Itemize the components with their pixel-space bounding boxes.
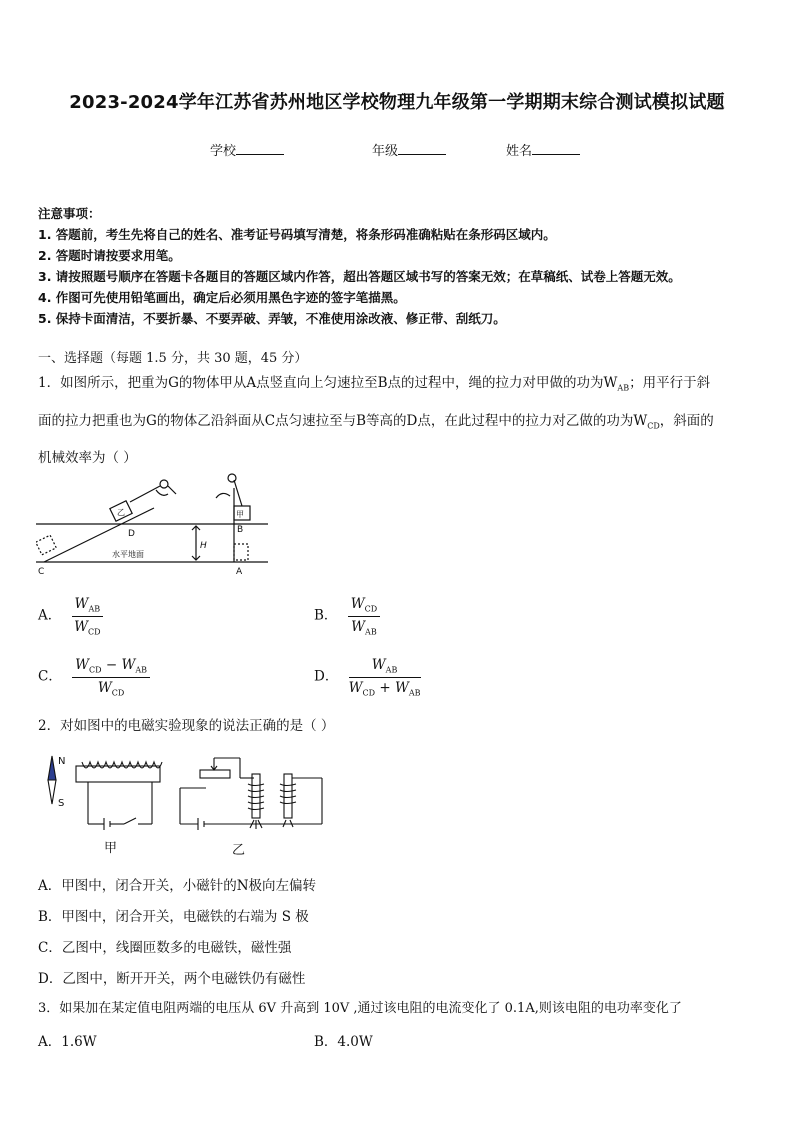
school-label: 学校	[210, 144, 237, 159]
label-D: D	[128, 529, 135, 539]
label-ground: 水平地面	[112, 550, 144, 559]
box-jia-start	[234, 544, 248, 560]
label-A: A	[236, 567, 243, 577]
question-1	[38, 367, 760, 475]
label-yi-2: 乙	[232, 843, 246, 858]
coil-turns-jia	[82, 762, 162, 768]
question-3: 3．如果加在某定值电阻两端的电压从 6V 升高到 10V ,通过该电阻的电流变化了 0.1A,则该电阻的电功率变化了	[38, 1001, 682, 1016]
rheostat	[200, 770, 230, 778]
label-H: H	[200, 541, 207, 551]
q2-option-b[interactable]: B．甲图中，闭合开关，电磁铁的右端为 S 极	[38, 909, 309, 925]
q3-option-b[interactable]: B．4.0W	[314, 1034, 373, 1050]
label-C: C	[38, 567, 45, 577]
notes-heading: 注意事项：	[38, 206, 101, 221]
q1-option-b[interactable]: B． $\frac{W_{CD}}{W_{AB}}$	[314, 596, 380, 636]
q1-line-1: 1．如图所示，把重为G的物体甲从A点竖直向上匀速拉至B点的过程中，绳的拉力对甲做的功为$W_{AB}$；用平行于斜	[38, 375, 711, 393]
note-item-4: 4. 作图可先使用铅笔画出，确定后必须用黑色字迹的签字笔描黑。	[38, 290, 406, 305]
notes	[38, 203, 681, 329]
switch-jia	[124, 818, 136, 824]
grade-label: 年级	[372, 144, 399, 159]
label-B: B	[237, 525, 244, 535]
note-item-2: 2. 答题时请按要求用笔。	[38, 248, 181, 263]
q1-option-d[interactable]: D． $\frac{W_{AB}}{W_{CD} + W_{AB}}$	[314, 657, 421, 698]
electromagnet-right	[284, 774, 292, 818]
compass-needle-south	[48, 780, 56, 804]
q2-option-a[interactable]: A．甲图中，闭合开关，小磁针的N极向左偏转	[38, 878, 317, 894]
compass-needle-north	[48, 756, 56, 780]
section-heading: 一、选择题（每题 1.5 分，共 30 题，45 分）	[38, 351, 308, 366]
label-jia-2: 甲	[104, 841, 118, 856]
q3-option-a[interactable]: A．1.6W	[38, 1034, 97, 1050]
label-N: N	[58, 756, 66, 767]
school-field	[210, 140, 284, 159]
q2-option-d[interactable]: D．乙图中，断开开关，两个电磁铁仍有磁性	[38, 971, 306, 987]
q1-option-c[interactable]: C． $\frac{W_{CD} - W_{AB}}{W_{CD}}$	[38, 657, 150, 697]
electromagnet-left	[252, 774, 260, 818]
electromagnet-figure	[40, 750, 330, 860]
note-item-5: 5. 保持卡面清洁，不要折暴、不要弄破、弄皱，不准使用涂改液、修正带、刮纸刀。	[38, 311, 506, 326]
question-2: 2．对如图中的电磁实验现象的说法正确的是（ ）	[38, 718, 335, 734]
q2-option-c[interactable]: C．乙图中，线圈匝数多的电磁铁，磁性强	[38, 940, 292, 956]
note-item-1: 1. 答题前，考生先将自己的姓名、准考证号码填写清楚，将条形码准确粘贴在条形码区域内。	[38, 227, 556, 242]
q1-line-2: 面的拉力把重也为G的物体乙沿斜面从C点匀速拉至与B等高的D点，在此过程中的拉力对乙做的功为$W_{CD}$，斜面的	[38, 412, 714, 431]
name-blank[interactable]	[532, 142, 580, 155]
box-yi-start	[36, 535, 56, 555]
label-S: S	[58, 798, 65, 809]
q1-line-3: 机械效率为（ ）	[38, 450, 137, 467]
q1-option-a[interactable]: A． $\frac{W_{AB}}{W_{CD}}$	[38, 596, 103, 636]
note-item-3: 3. 请按照题号顺序在答题卡各题目的答题区域内作答，超出答题区域书写的答案无效；在草稿纸、试卷上答题无效。	[38, 269, 681, 284]
name-field	[506, 140, 580, 159]
school-blank[interactable]	[236, 142, 284, 155]
incline-figure	[36, 468, 268, 580]
label-yi: 乙	[117, 508, 125, 517]
grade-field	[372, 140, 446, 159]
name-label: 姓名	[506, 144, 533, 159]
label-jia: 甲	[236, 510, 244, 519]
page-title: 2023-2024学年江苏省苏州地区学校物理九年级第一学期期末综合测试模拟试题	[69, 92, 725, 113]
grade-blank[interactable]	[398, 142, 446, 155]
